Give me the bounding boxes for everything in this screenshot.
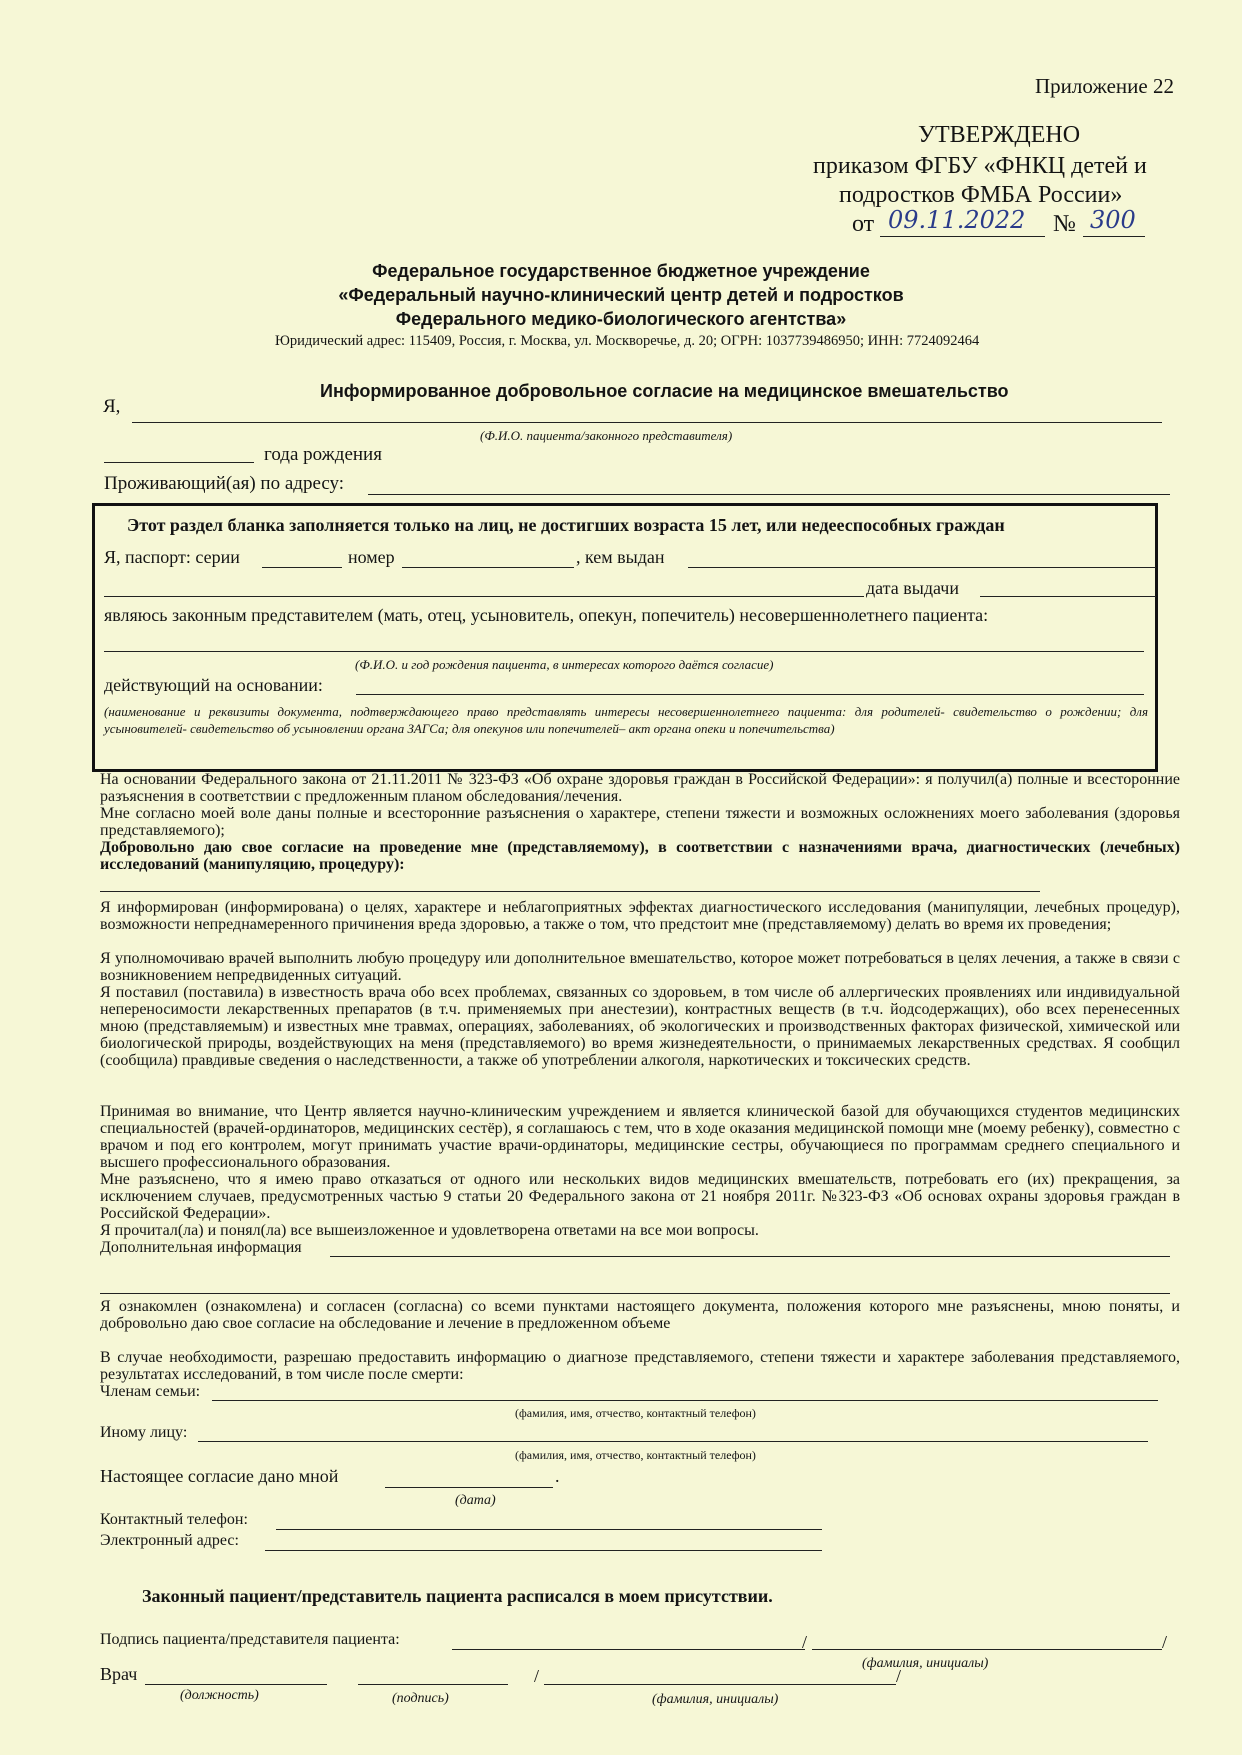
email-field[interactable] xyxy=(265,1550,822,1551)
patient-surname-field[interactable] xyxy=(812,1649,1162,1650)
approved-label: УТВЕРЖДЕНО xyxy=(918,122,1081,148)
doctor-signature-field[interactable] xyxy=(358,1684,508,1685)
patient-signature-field[interactable] xyxy=(452,1649,805,1650)
passport-series-label: Я, паспорт: серии xyxy=(104,547,240,567)
extra-info-label: Дополнительная информация xyxy=(100,1239,302,1256)
fio-field[interactable] xyxy=(132,422,1162,423)
given-by-period: . xyxy=(555,1466,560,1486)
paragraph-informed: Я информирован (информирована) о целях, характере и неблагоприятных эффектах диагностического исследования (манипуляции, лечебных процедур), возможности непреднамеренного причинения вреда здоровью, а также о том, что предстоит мне (представляемому) делать во время их проведения; xyxy=(100,899,1180,933)
doctor-label: Врач xyxy=(100,1664,138,1684)
patient-surname-hint: (фамилия, инициалы) xyxy=(862,1656,989,1671)
other-person-hint: (фамилия, имя, отчество, контактный телефон) xyxy=(515,1448,756,1462)
extra-info-field[interactable] xyxy=(330,1256,1170,1257)
basis-label: действующий на основании: xyxy=(104,675,323,695)
email-label: Электронный адрес: xyxy=(100,1532,239,1549)
issued-by-field[interactable] xyxy=(688,567,1156,568)
fio-hint: (Ф.И.О. пациента/законного представителя) xyxy=(480,428,733,443)
order-date-prefix: от xyxy=(852,211,875,237)
paragraph-consent: Добровольно даю свое согласие на проведение мне (представляемому), в соответствии с назначениями врача, диагностических (лечебных) исследований (манипуляцию, процедуру): xyxy=(100,839,1180,873)
patient-signature-label: Подпись пациента/представителя пациента: xyxy=(100,1631,400,1648)
birth-label: года рождения xyxy=(264,444,382,465)
separator-slash-1: / xyxy=(802,1632,808,1652)
signature-hint: (подпись) xyxy=(392,1691,449,1706)
address-field[interactable] xyxy=(368,494,1170,495)
paragraph-authorize: Я уполномочиваю врачей выполнить любую процедуру или дополнительное вмешательство, которое может потребоваться в целях лечения, а также в связи с возникновением непредвиденных ситуаций. xyxy=(100,950,1180,984)
paragraph-clinical-base: Принимая во внимание, что Центр является научно-клиническим учреждением и является клинической базой для обучающихся студентов медицинских специальностей (врачей-ординаторов, медицинских сестёр), я соглашаюсь с тем, что в ходе оказания медицинской помощи мне (моему ребенку), совместно с врачом и под его контролем, могут принимать участие врачи-ординаторы, медицинские сестры, обучающиеся по программам среднего специального и высшего профессионального образования. xyxy=(100,1103,1180,1171)
order-number-handwritten: 300 xyxy=(1090,206,1136,234)
separator-slash-3: / xyxy=(534,1666,540,1686)
issue-date-field[interactable] xyxy=(980,596,1156,597)
separator-slash-4: / xyxy=(896,1666,902,1686)
i-label: Я, xyxy=(103,396,121,417)
paragraph-health-info: Я поставил (поставила) в известность врача обо всех проблемах, связанных со здоровьем, в том числе об аллергических проявлениях или индивидуальной непереносимости лекарственных препаратов (в т.ч. применяемых при анестезии), контрастных веществ (в т.ч. йодсодержащих), обо всех перенесенных мною (представляемым) и известных мне травмах, операциях, заболеваниях, об экологических и производственных факторах физической, химической или биологической природы, воздействующих на меня (представляемого) во время жизнедеятельности, о принимаемых лекарственных средствах. Я сообщил (сообщила) правдивые сведения о наследственности, а также об употреблении алкоголя, наркотических и токсических средств. xyxy=(100,984,1180,1069)
family-hint: (фамилия, имя, отчество, контактный телефон) xyxy=(515,1406,756,1420)
order-line-1: приказом ФГБУ «ФНКЦ детей и xyxy=(813,153,1147,179)
given-by-label: Настоящее согласие дано мной xyxy=(100,1466,339,1486)
order-number-prefix: № xyxy=(1053,211,1076,237)
basis-hint: (наименование и реквизиты документа, подтверждающего право представлять интересы несовершеннолетнего пациента: для родителей- свидетельство о рождении; для усыновителей- свидетельство об усыновлении органа ЗАГСа; для опекунов или попечителей– акт органа опеки и попечительства) xyxy=(104,704,1148,736)
institution-address: Юридический адрес: 115409, Россия, г. Москва, ул. Москворечье, д. 20; ОГРН: 1037739486950; ИНН: 7724092464 xyxy=(275,333,980,349)
minor-section-heading: Этот раздел бланка заполняется только на лиц, не достигших возраста 15 лет, или недееспособных граждан xyxy=(127,515,1005,535)
extra-info-field-2[interactable] xyxy=(100,1293,1170,1294)
other-person-field[interactable] xyxy=(198,1441,1148,1442)
family-field[interactable] xyxy=(212,1400,1158,1401)
consent-date-field[interactable] xyxy=(385,1487,553,1488)
doctor-surname-hint: (фамилия, инициалы) xyxy=(652,1692,779,1707)
paragraph-refusal: Мне разъяснено, что я имею право отказаться от одного или нескольких видов медицинских вмешательств, потребовать его (их) прекращения, за исключением случаев, предусмотренных частью 9 статьи 20 Федерального закона от 21 ноября 2011г. №323-ФЗ «Об основах охраны здоровья граждан в Российской Федерации». xyxy=(100,1171,1180,1222)
signature-heading: Законный пациент/представитель пациента расписался в моем присутствии. xyxy=(142,1586,773,1606)
minor-fio-field[interactable] xyxy=(104,651,1144,652)
institution-line-3: Федерального медико-биологического агентства» xyxy=(395,309,847,329)
passport-series-field[interactable] xyxy=(262,567,342,568)
issue-date-label: дата выдачи xyxy=(866,578,959,598)
issued-by-field-2[interactable] xyxy=(104,596,864,597)
paragraph-explanations: Мне согласно моей воле даны полные и всесторонние разъяснения о характере, степени тяжести и возможных осложнениях моего заболевания (здоровья представляемого); xyxy=(100,805,1180,839)
order-line-2: подростков ФМБА России» xyxy=(839,182,1123,208)
document-title: Информированное добровольное согласие на медицинское вмешательство xyxy=(320,381,1009,401)
other-person-label: Иному лицу: xyxy=(100,1424,188,1441)
paragraph-disclosure: В случае необходимости, разрешаю предоставить информацию о диагнозе представляемого, степени тяжести и характере заболевания представляемого, результатах исследований, в том числе после смерти: xyxy=(100,1349,1180,1383)
representative-text: являюсь законным представителем (мать, отец, усыновитель, опекун, попечитель) несовершеннолетнего пациента: xyxy=(104,605,989,625)
order-date-handwritten: 09.11.2022 xyxy=(888,206,1026,234)
issued-by-label: , кем выдан xyxy=(576,547,665,567)
institution-line-1: Федеральное государственное бюджетное учреждение xyxy=(372,261,870,281)
position-hint: (должность) xyxy=(180,1688,259,1703)
contact-phone-label: Контактный телефон: xyxy=(100,1511,248,1528)
doctor-surname-field[interactable] xyxy=(544,1684,896,1685)
paragraph-read: Я прочитал(ла) и понял(ла) все вышеизложенное и удовлетворена ответами на все мои вопросы. xyxy=(100,1222,759,1239)
contact-phone-field[interactable] xyxy=(276,1529,822,1530)
birth-year-field[interactable] xyxy=(104,462,254,463)
appendix-label: Приложение 22 xyxy=(1035,74,1174,98)
doctor-position-field[interactable] xyxy=(145,1684,327,1685)
passport-number-field[interactable] xyxy=(402,567,574,568)
paragraph-law: На основании Федерального закона от 21.11.2011 № 323-ФЗ «Об охране здоровья граждан в Российской Федерации»: я получил(а) полные и всесторонние разъяснения в соответствии с предложенным планом обследования/лечения. xyxy=(100,771,1180,805)
representative-hint: (Ф.И.О. и год рождения пациента, в интересах которого даётся согласие) xyxy=(355,657,774,672)
passport-number-label: номер xyxy=(348,547,395,567)
separator-slash-2: / xyxy=(1162,1632,1168,1652)
date-hint: (дата) xyxy=(455,1493,496,1508)
family-label: Членам семьи: xyxy=(100,1383,201,1400)
procedures-field[interactable] xyxy=(100,891,1040,892)
paragraph-acknowledge: Я ознакомлен (ознакомлена) и согласен (согласна) со всеми пунктами настоящего документа, положения которого мне разъяснены, мною поняты, и добровольно даю свое согласие на обследование и лечение в предложенном объеме xyxy=(100,1298,1180,1332)
basis-field[interactable] xyxy=(356,694,1144,695)
address-label: Проживающий(ая) по адресу: xyxy=(104,473,345,494)
institution-line-2: «Федеральный научно-клинический центр детей и подростков xyxy=(338,285,904,305)
